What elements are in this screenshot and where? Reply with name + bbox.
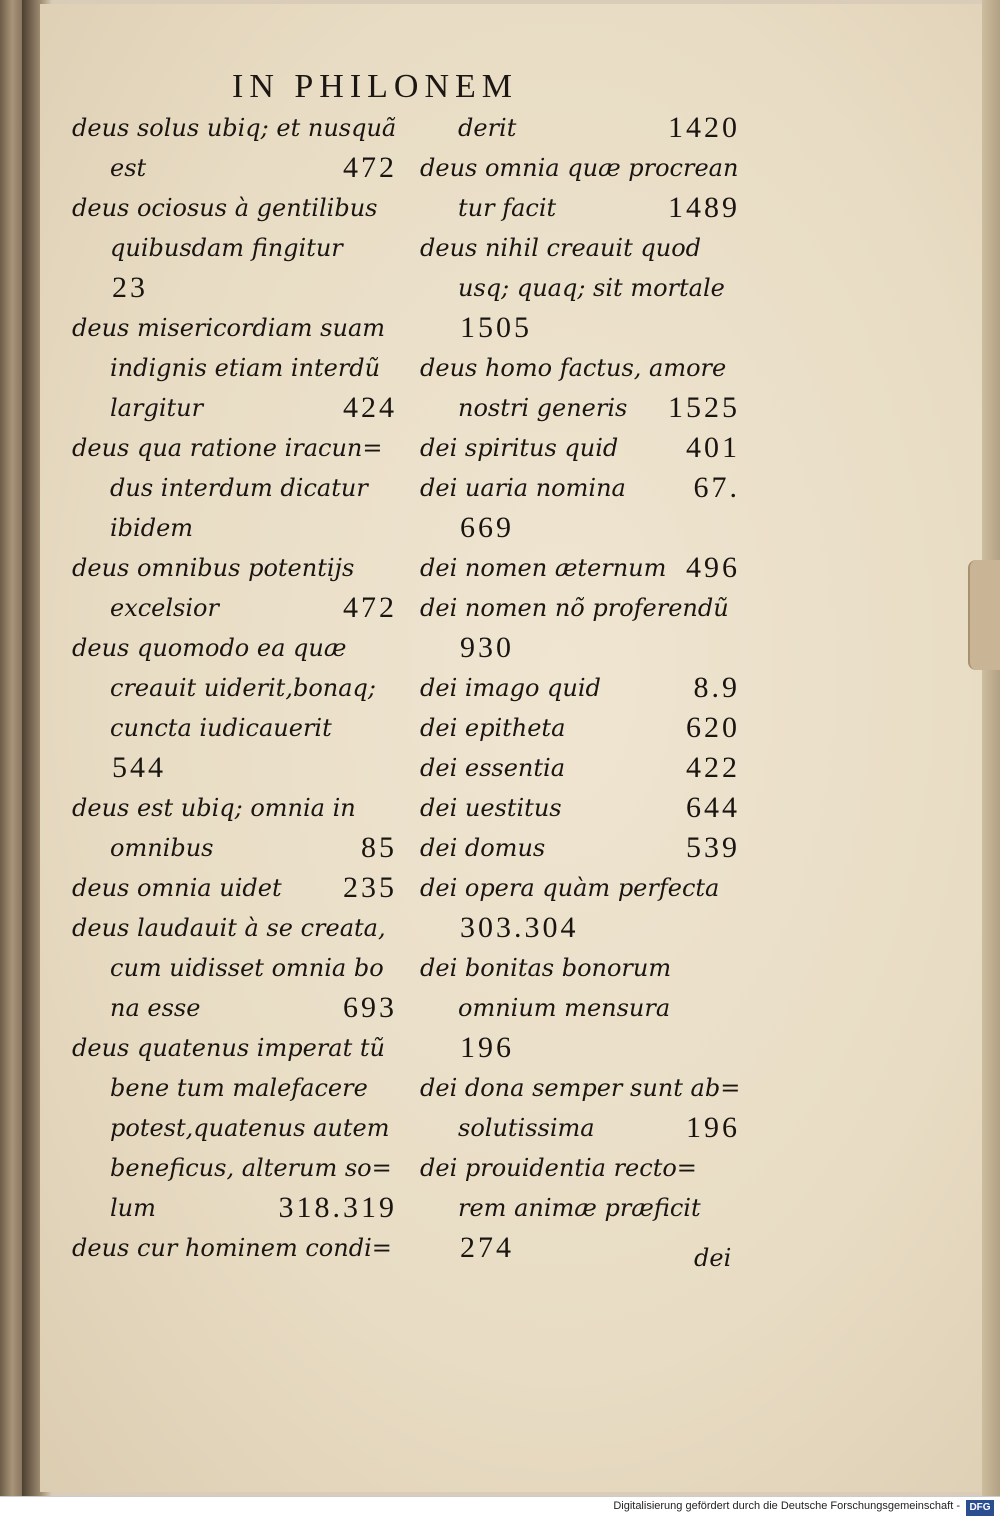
index-entry-line	[72, 868, 397, 908]
entry-text: deus omnia uidet	[72, 874, 282, 902]
index-entry-line	[420, 428, 740, 468]
entry-text: omnium mensura	[458, 994, 671, 1022]
index-entry-line	[420, 268, 740, 308]
index-entry-line	[420, 748, 740, 788]
entry-text: deus omnia quæ procrean	[420, 154, 739, 182]
page-reference: 85	[361, 831, 397, 864]
page-reference: 424	[343, 391, 397, 424]
entry-text: deus qua ratione iracun=	[72, 434, 383, 462]
dfg-logo-icon: DFG	[966, 1500, 994, 1516]
index-entry-line	[72, 908, 397, 948]
index-entry-line	[420, 868, 740, 908]
entry-text: dei uestitus	[420, 794, 562, 822]
index-entry-line	[72, 1108, 397, 1148]
index-entry-line	[72, 828, 397, 868]
index-entry-line	[420, 828, 740, 868]
page-reference: 1505	[460, 311, 532, 344]
entry-text: creauit uiderit,bonaq;	[110, 674, 376, 702]
index-entry-line	[72, 188, 397, 228]
page-reference: 544	[112, 751, 166, 784]
index-entry-line	[72, 1188, 397, 1228]
index-entry-line	[420, 1228, 740, 1268]
entry-text: rem animæ præficit	[458, 1194, 701, 1222]
page-reference: 472	[343, 591, 397, 624]
index-entry-line	[420, 348, 740, 388]
page-reference: 930	[460, 631, 514, 664]
index-entry-line	[72, 628, 397, 668]
entry-text: deus homo factus, amore	[420, 354, 727, 382]
entry-text: cuncta iudicauerit	[110, 714, 332, 742]
page-reference: 1489	[668, 191, 740, 224]
index-entry-line	[420, 508, 740, 548]
page-reference: 23	[112, 271, 148, 304]
index-entry-line	[72, 308, 397, 348]
index-entry-line	[420, 1148, 740, 1188]
index-entry-line	[420, 148, 740, 188]
entry-text: cum uidisset omnia bo	[110, 954, 384, 982]
entry-text: quibusdam fingitur	[110, 234, 343, 262]
entry-text: dei essentia	[420, 754, 565, 782]
entry-text: dei nomen æternum	[420, 554, 667, 582]
entry-text: dei domus	[420, 834, 546, 862]
entry-text: dus interdum dicatur	[110, 474, 368, 502]
index-entry-line	[420, 1108, 740, 1148]
page-reference: 196	[686, 1111, 740, 1144]
index-entry-line	[420, 548, 740, 588]
page-reference: 235	[343, 871, 397, 904]
page-reference: 303.304	[460, 911, 579, 944]
footer-bar	[0, 1496, 1000, 1520]
index-entry-line	[72, 348, 397, 388]
index-entry-line	[420, 908, 740, 948]
page-reference: 67.	[693, 471, 740, 504]
entry-text: omnibus	[110, 834, 214, 862]
running-header: IN PHILONEM	[232, 68, 519, 105]
entry-text: lum	[110, 1194, 156, 1222]
index-entry-line	[72, 388, 397, 428]
index-entry-line	[72, 1068, 397, 1108]
entry-text: dei spiritus quid	[420, 434, 619, 462]
index-entry-line	[72, 988, 397, 1028]
page-reference: 274	[460, 1231, 514, 1264]
entry-text: deus ociosus à gentilibus	[72, 194, 378, 222]
entry-text: solutissima	[458, 1114, 595, 1142]
index-entry-line	[72, 268, 397, 308]
index-entry-line	[420, 468, 740, 508]
index-entry-line	[420, 1188, 740, 1228]
index-entry-line	[420, 308, 740, 348]
index-entry-line	[72, 788, 397, 828]
entry-text: deus est ubiq; omnia in	[72, 794, 356, 822]
page-reference: 318.319	[278, 1191, 397, 1224]
entry-text: dei imago quid	[420, 674, 601, 702]
index-entry-line	[420, 1028, 740, 1068]
index-entry-line	[72, 428, 397, 468]
page-reference: 472	[343, 151, 397, 184]
index-entry-line	[72, 548, 397, 588]
index-entry-line	[72, 1028, 397, 1068]
page-reference: 644	[686, 791, 740, 824]
index-entry-line	[420, 668, 740, 708]
entry-text: deus cur hominem condi=	[72, 1234, 392, 1262]
index-entry-line	[72, 108, 397, 148]
entry-text: beneficus, alterum so=	[110, 1154, 392, 1182]
index-entry-line	[420, 588, 740, 628]
entry-text: deus misericordiam suam	[72, 314, 386, 342]
index-entry-line	[72, 1228, 397, 1268]
index-entry-line	[420, 988, 740, 1028]
entry-text: deus omnibus potentijs	[72, 554, 355, 582]
entry-text: deus laudauit à se creata,	[72, 914, 386, 942]
page-reference: 620	[686, 711, 740, 744]
index-entry-line	[72, 1148, 397, 1188]
page-reference: 401	[686, 431, 740, 464]
entry-text: deus quatenus imperat tũ	[72, 1034, 385, 1062]
previous-page-strip	[0, 0, 22, 1496]
page-reference: 8.9	[693, 671, 740, 704]
entry-text: dei uaria nomina	[420, 474, 626, 502]
index-entry-line	[420, 628, 740, 668]
index-entry-line	[72, 508, 397, 548]
entry-text: dei dona semper sunt ab=	[420, 1074, 741, 1102]
entry-text: ibidem	[110, 514, 194, 542]
index-entry-line	[420, 948, 740, 988]
entry-text: dei opera quàm perfecta	[420, 874, 720, 902]
page-reference: 1525	[668, 391, 740, 424]
left-index-column	[72, 108, 397, 1268]
entry-text: excelsior	[110, 594, 219, 622]
index-entry-line	[420, 708, 740, 748]
entry-text: deus quomodo ea quæ	[72, 634, 347, 662]
index-entry-line	[72, 948, 397, 988]
index-entry-line	[420, 1068, 740, 1108]
catchword: dei	[694, 1244, 732, 1272]
index-entry-line	[420, 108, 740, 148]
page-edge	[982, 0, 1000, 1496]
page-reference: 496	[686, 551, 740, 584]
entry-text: deus nihil creauit quod	[420, 234, 702, 262]
entry-text: deus solus ubiq; et nusquã	[72, 114, 397, 142]
entry-text: dei prouidentia recto=	[420, 1154, 697, 1182]
page-reference: 539	[686, 831, 740, 864]
entry-text: nostri generis	[458, 394, 628, 422]
entry-text: usq; quaq; sit mortale	[458, 274, 725, 302]
index-entry-line	[420, 228, 740, 268]
entry-text: dei nomen nõ proferendũ	[420, 594, 729, 622]
entry-text: potest,quatenus autem	[110, 1114, 390, 1142]
entry-text: tur facit	[458, 194, 557, 222]
index-entry-line	[72, 668, 397, 708]
entry-text: est	[110, 154, 147, 182]
index-entry-line	[72, 708, 397, 748]
entry-text: bene tum malefacere	[110, 1074, 368, 1102]
page-reference: 669	[460, 511, 514, 544]
page-reference: 1420	[668, 111, 740, 144]
right-index-column	[420, 108, 740, 1268]
index-entry-line	[72, 228, 397, 268]
page-reference: 196	[460, 1031, 514, 1064]
page-clip	[968, 560, 1000, 670]
entry-text: dei bonitas bonorum	[420, 954, 672, 982]
index-entry-line	[420, 388, 740, 428]
index-entry-line	[420, 788, 740, 828]
entry-text: largitur	[110, 394, 204, 422]
page-reference: 693	[343, 991, 397, 1024]
index-entry-line	[72, 748, 397, 788]
index-entry-line	[72, 588, 397, 628]
entry-text: indignis etiam interdũ	[110, 354, 381, 382]
index-entry-line	[420, 188, 740, 228]
index-entry-line	[72, 468, 397, 508]
entry-text: dei epitheta	[420, 714, 566, 742]
entry-text: na esse	[110, 994, 201, 1022]
index-entry-line	[72, 148, 397, 188]
entry-text: derit	[458, 114, 517, 142]
footer-credit: Digitalisierung gefördert durch die Deutsche Forschungsgemeinschaft -	[613, 1500, 960, 1512]
page-reference: 422	[686, 751, 740, 784]
